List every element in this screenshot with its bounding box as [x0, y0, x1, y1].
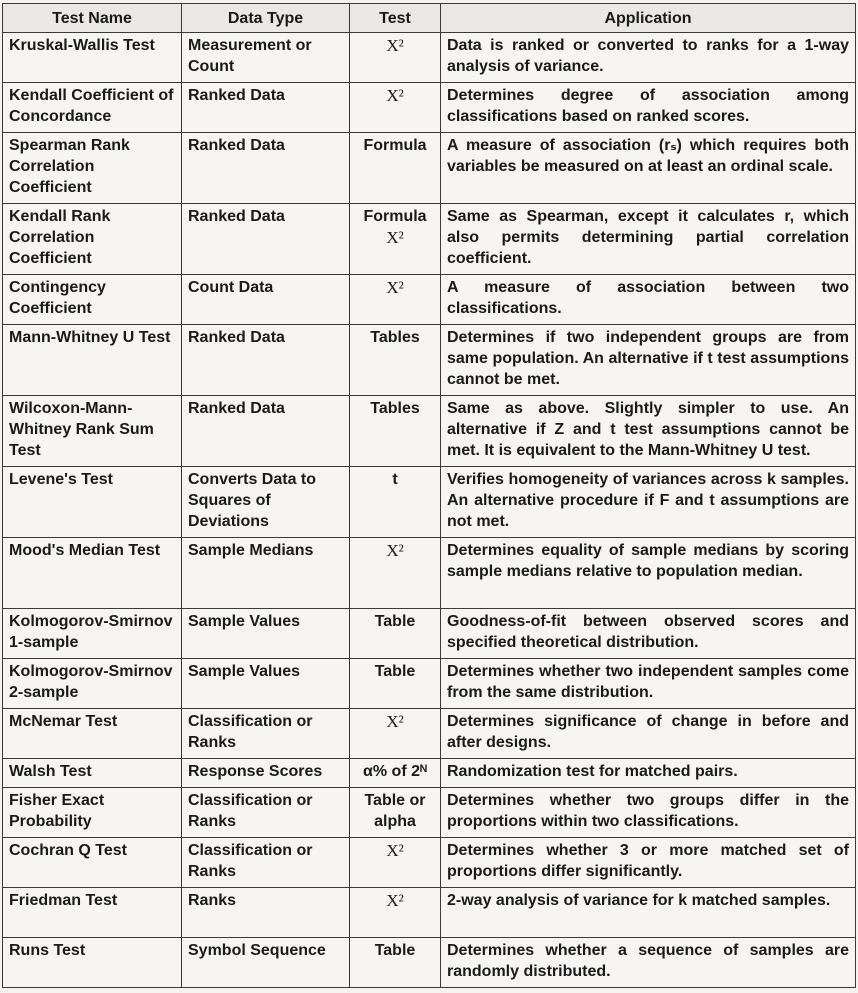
test-cell: [350, 888, 441, 938]
test-name-cell: Kruskal-Wallis Test: [3, 33, 182, 83]
table-row: [3, 275, 856, 325]
test-name-cell: Contingency Coefficient: [3, 275, 182, 325]
test-cell: [350, 33, 441, 83]
test-name-cell: Kolmogorov-Smirnov 1-sample: [3, 609, 182, 659]
application-cell: Determines whether 3 or more matched set of proportions differ significantly.: [441, 838, 856, 888]
test-cell: [350, 83, 441, 133]
data-type-cell: Ranked Data: [182, 83, 350, 133]
table-row: [3, 759, 856, 788]
application-cell: A measure of association between two classifications.: [441, 275, 856, 325]
header-data-type: Data Type: [182, 4, 350, 33]
test-cell: [350, 538, 441, 609]
data-type-cell: Response Scores: [182, 759, 350, 788]
test-value: Χ²: [386, 541, 404, 560]
statistical-tests-table: [2, 3, 856, 988]
data-type-cell: Ranks: [182, 888, 350, 938]
table-row: [3, 396, 856, 467]
table-row: [3, 33, 856, 83]
test-value: Χ²: [386, 712, 404, 731]
test-value: Χ²: [386, 86, 404, 105]
table-row: [3, 538, 856, 609]
test-value: Table or alpha: [364, 792, 426, 830]
application-cell: Data is ranked or converted to ranks for a 1-way analysis of variance.: [441, 33, 856, 83]
application-cell: Randomization test for matched pairs.: [441, 759, 856, 788]
test-value: Χ²: [386, 841, 404, 860]
data-type-cell: Converts Data to Squares of Deviations: [182, 467, 350, 538]
table-row: [3, 83, 856, 133]
header-test-name: Test Name: [3, 4, 182, 33]
application-cell: Determines whether a sequence of samples are randomly distributed.: [441, 938, 856, 988]
table-row: [3, 204, 856, 275]
data-type-cell: Classification or Ranks: [182, 709, 350, 759]
test-cell: [350, 709, 441, 759]
application-cell: Same as above. Slightly simpler to use. An alternative if Z and t test assumptions cannot be met. It is equivalent to the Mann-Whitney U test.: [441, 396, 856, 467]
table-row: [3, 709, 856, 759]
table-row: [3, 609, 856, 659]
data-type-cell: Count Data: [182, 275, 350, 325]
data-type-cell: Ranked Data: [182, 325, 350, 396]
application-cell: Determines whether two groups differ in the proportions within two classifications.: [441, 788, 856, 838]
application-cell: Same as Spearman, except it calculates r, which also permits determining partial correlation coefficient.: [441, 204, 856, 275]
test-value: Table: [374, 942, 416, 959]
test-cell: [350, 325, 441, 396]
data-type-cell: Sample Values: [182, 609, 350, 659]
table-row: [3, 133, 856, 204]
application-cell: 2-way analysis of variance for k matched samples.: [441, 888, 856, 938]
data-type-cell: Sample Medians: [182, 538, 350, 609]
header-row: [3, 4, 856, 33]
data-type-cell: Symbol Sequence: [182, 938, 350, 988]
data-type-cell: Classification or Ranks: [182, 838, 350, 888]
test-value: Χ²: [386, 36, 404, 55]
data-type-cell: Sample Values: [182, 659, 350, 709]
table-row: [3, 888, 856, 938]
test-value: Formula: [363, 208, 427, 225]
test-value: t: [392, 471, 398, 488]
test-name-cell: Levene's Test: [3, 467, 182, 538]
application-cell: Determines degree of association among classifications based on ranked scores.: [441, 83, 856, 133]
application-cell: Determines equality of sample medians by scoring sample medians relative to population median.: [441, 538, 856, 609]
table-row: [3, 788, 856, 838]
test-value: Table: [374, 613, 416, 630]
test-value-secondary: Χ²: [386, 228, 404, 247]
test-cell: [350, 838, 441, 888]
table-row: [3, 838, 856, 888]
test-name-cell: Kendall Rank Correlation Coefficient: [3, 204, 182, 275]
test-cell: [350, 659, 441, 709]
test-cell: [350, 759, 441, 788]
application-cell: Determines significance of change in before and after designs.: [441, 709, 856, 759]
test-name-cell: Fisher Exact Probability: [3, 788, 182, 838]
test-name-cell: McNemar Test: [3, 709, 182, 759]
test-name-cell: Mann-Whitney U Test: [3, 325, 182, 396]
test-name-cell: Friedman Test: [3, 888, 182, 938]
test-name-cell: Runs Test: [3, 938, 182, 988]
test-value: Χ²: [386, 278, 404, 297]
test-cell: [350, 938, 441, 988]
test-name-cell: Mood's Median Test: [3, 538, 182, 609]
test-value: Tables: [370, 400, 420, 417]
test-name-cell: Walsh Test: [3, 759, 182, 788]
test-cell: [350, 396, 441, 467]
application-cell: A measure of association (rₛ) which requires both variables be measured on at least an ordinal scale.: [441, 133, 856, 204]
data-type-cell: Ranked Data: [182, 396, 350, 467]
header-application: Application: [441, 4, 856, 33]
test-cell: [350, 609, 441, 659]
test-name-cell: Cochran Q Test: [3, 838, 182, 888]
test-cell: [350, 204, 441, 275]
test-value: α% of 2ᴺ: [363, 763, 427, 780]
test-name-cell: Kolmogorov-Smirnov 2-sample: [3, 659, 182, 709]
test-name-cell: Spearman Rank Correlation Coefficient: [3, 133, 182, 204]
data-type-cell: Classification or Ranks: [182, 788, 350, 838]
test-name-cell: Wilcoxon-Mann-Whitney Rank Sum Test: [3, 396, 182, 467]
data-type-cell: Ranked Data: [182, 204, 350, 275]
table-row: [3, 467, 856, 538]
test-cell: [350, 788, 441, 838]
test-value: Formula: [363, 137, 427, 154]
application-cell: Determines whether two independent samples come from the same distribution.: [441, 659, 856, 709]
test-value: Χ²: [386, 891, 404, 910]
test-cell: [350, 275, 441, 325]
test-name-cell: Kendall Coefficient of Concordance: [3, 83, 182, 133]
header-test: Test: [350, 4, 441, 33]
application-cell: Determines if two independent groups are from same population. An alternative if t test assumptions cannot be met.: [441, 325, 856, 396]
application-cell: Goodness-of-fit between observed scores and specified theoretical distribution.: [441, 609, 856, 659]
table-row: [3, 659, 856, 709]
application-cell: Verifies homogeneity of variances across k samples. An alternative procedure if F and t assumptions are not met.: [441, 467, 856, 538]
test-cell: [350, 467, 441, 538]
data-type-cell: Measurement or Count: [182, 33, 350, 83]
table-row: [3, 938, 856, 988]
test-value: Table: [374, 663, 416, 680]
table-row: [3, 325, 856, 396]
data-type-cell: Ranked Data: [182, 133, 350, 204]
test-cell: [350, 133, 441, 204]
test-value: Tables: [370, 329, 420, 346]
